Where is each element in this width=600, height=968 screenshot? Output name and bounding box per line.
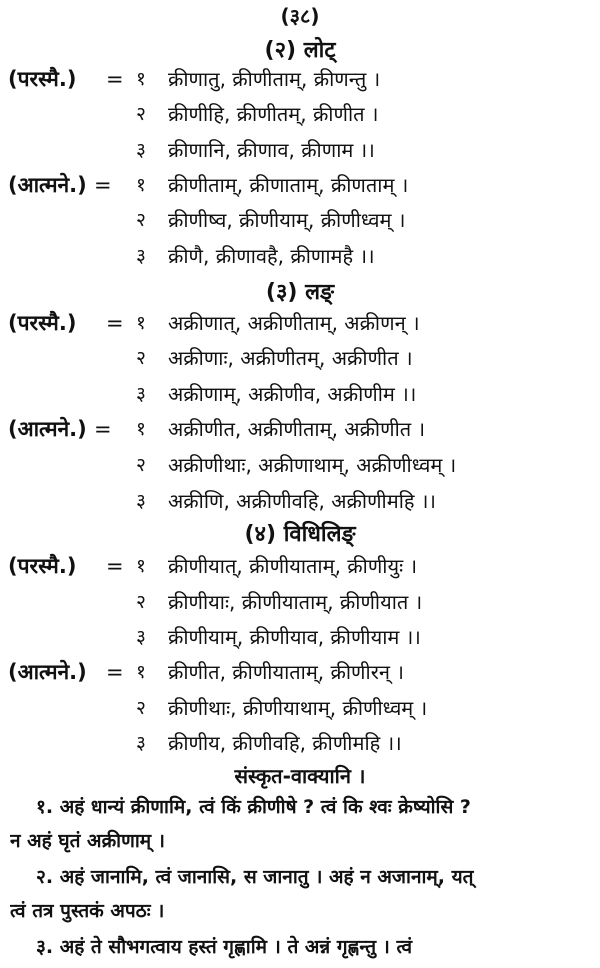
equals-sign: = (106, 660, 124, 684)
page-number: (३८) (280, 4, 320, 28)
person-number: २ (136, 103, 146, 125)
sentence-line: २. अहं जानामि, त्वं जानासि, स जानातु । अहं न अजानाम्, यत् (36, 866, 474, 888)
conjugation-row (0, 691, 600, 725)
equals-sign: = (94, 417, 112, 441)
conjugation-row (0, 585, 600, 619)
person-number: २ (136, 697, 146, 719)
person-number: १ (136, 418, 146, 440)
equals-sign: = (94, 173, 112, 197)
conjugation-row (0, 377, 600, 411)
verb-forms: क्रीणीष्व, क्रीणीयाम्, क्रीणीध्वम् । (168, 208, 406, 232)
verb-forms: क्रीणै, क्रीणावहै, क्रीणामहै ।। (168, 244, 375, 268)
sentence-line: न अहं घृतं अक्रीणाम् । (10, 830, 165, 852)
conjugation-row (0, 341, 600, 375)
conjugation-row (0, 484, 600, 518)
sentence-paragraph (10, 930, 594, 964)
pada-label: (आत्मने.) (8, 417, 87, 441)
person-number: ३ (136, 139, 146, 161)
conjugation-row (0, 448, 600, 482)
person-number: २ (136, 454, 146, 476)
conjugation-row (0, 133, 600, 167)
person-number: १ (136, 174, 146, 196)
person-number: २ (136, 347, 146, 369)
sentence-paragraph (10, 790, 594, 858)
conjugation-row (0, 97, 600, 131)
person-number: १ (136, 555, 146, 577)
conjugation-row (0, 239, 600, 273)
verb-forms: क्रीणीहि, क्रीणीतम्, क्रीणीत । (168, 102, 379, 126)
verb-forms: अक्रीणाः, अक्रीणीतम्, अक्रीणीत । (168, 346, 413, 370)
person-number: २ (136, 591, 146, 613)
conjugation-row (0, 726, 600, 760)
person-number: ३ (136, 626, 146, 648)
equals-sign: = (106, 311, 124, 335)
verb-forms: अक्रीणात्, अक्रीणीताम्, अक्रीणन् । (168, 311, 420, 335)
verb-forms: अक्रीणीत, अक्रीणीताम्, अक्रीणीत । (168, 417, 426, 441)
conjugation-row (0, 168, 600, 202)
verb-forms: क्रीणातु, क्रीणीताम्, क्रीणन्तु । (168, 67, 381, 91)
person-number: २ (136, 209, 146, 231)
sentence-line: ३. अहं ते सौभगत्वाय हस्तं गृह्णामि । ते अन्नं गृह्णन्तु । त्वं (36, 936, 413, 958)
section-title-lot: (२) लोट् (264, 38, 336, 63)
verb-forms: क्रीणानि, क्रीणाव, क्रीणाम ।। (168, 138, 375, 162)
verb-forms: क्रीणीयाः, क्रीणीयाताम्, क्रीणीयात । (168, 590, 423, 614)
conjugation-row (0, 306, 600, 340)
person-number: ३ (136, 383, 146, 405)
pada-label: (आत्मने.) (8, 173, 87, 197)
equals-sign: = (106, 554, 124, 578)
conjugation-row (0, 655, 600, 689)
sentence-line: १. अहं धान्यं क्रीणामि, त्वं किं क्रीणीषे ? त्वं कि श्वः क्रेष्योसि ? (36, 796, 471, 818)
section-title-lang: (३) लङ् (265, 280, 335, 305)
sentences-heading: संस्कृत-वाक्यानि । (234, 764, 366, 788)
verb-forms: अक्रीणाम्, अक्रीणीव, अक्रीणीम ।। (168, 382, 417, 406)
equals-sign: = (106, 67, 124, 91)
section-title-vidhiling: (४) विधिलिङ् (244, 522, 356, 547)
pada-label: (परस्मै.) (8, 67, 77, 91)
conjugation-row (0, 62, 600, 96)
conjugation-row (0, 620, 600, 654)
conjugation-row (0, 203, 600, 237)
sentence-line: त्वं तत्र पुस्तकं अपठः । (10, 900, 165, 922)
person-number: १ (136, 68, 146, 90)
verb-forms: क्रीणीताम्, क्रीणाताम्, क्रीणताम् । (168, 173, 409, 197)
conjugation-row (0, 549, 600, 583)
verb-forms: क्रीणीयाम्, क्रीणीयाव, क्रीणीयाम ।। (168, 625, 421, 649)
verb-forms: अक्रीणि, अक्रीणीवहि, अक्रीणीमहि ।। (168, 489, 437, 513)
pada-label: (परस्मै.) (8, 311, 77, 335)
pada-label: (परस्मै.) (8, 554, 77, 578)
pada-label: (आत्मने.) (8, 660, 87, 684)
person-number: १ (136, 312, 146, 334)
sentence-paragraph (10, 860, 594, 928)
person-number: ३ (136, 732, 146, 754)
person-number: ३ (136, 245, 146, 267)
person-number: १ (136, 661, 146, 683)
verb-forms: अक्रीणीथाः, अक्रीणाथाम्, अक्रीणीध्वम् । (168, 453, 457, 477)
verb-forms: क्रीणीय, क्रीणीवहि, क्रीणीमहि ।। (168, 731, 402, 755)
verb-forms: क्रीणीयात्, क्रीणीयाताम्, क्रीणीयुः । (168, 554, 418, 578)
person-number: ३ (136, 490, 146, 512)
conjugation-row (0, 412, 600, 446)
verb-forms: क्रीणीथाः, क्रीणीयाथाम्, क्रीणीध्वम् । (168, 696, 428, 720)
verb-forms: क्रीणीत, क्रीणीयाताम्, क्रीणीरन् । (168, 660, 404, 684)
